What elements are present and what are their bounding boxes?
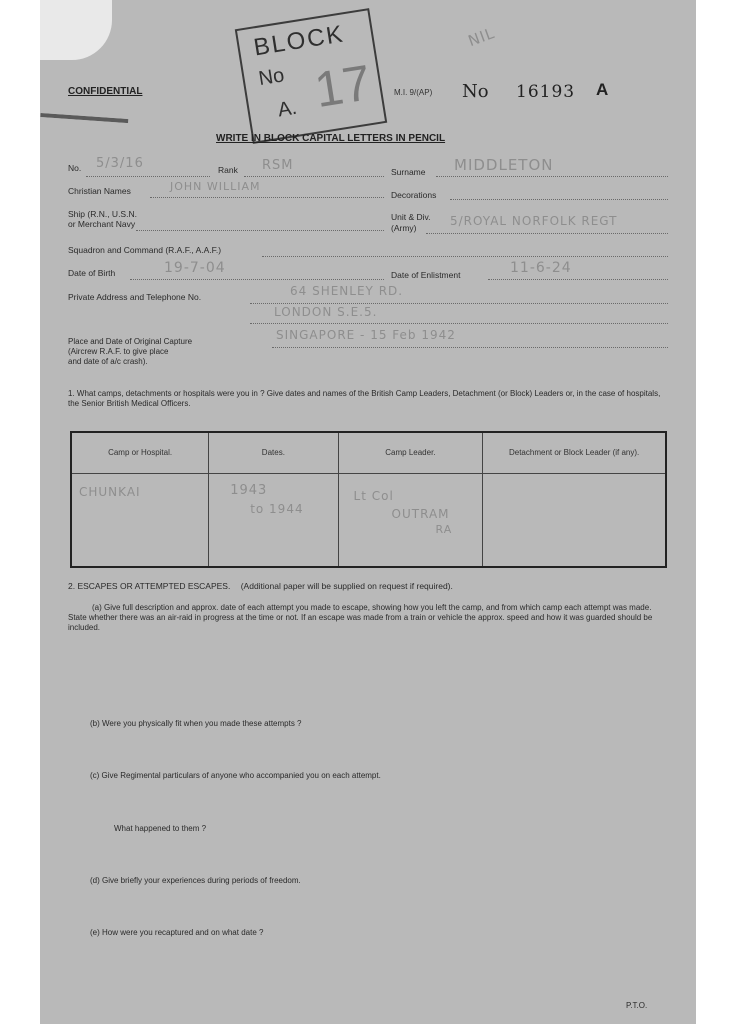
capture-label-line3: and date of a/c crash).	[68, 357, 148, 366]
christian-names-value: JOHN WILLIAM	[170, 180, 261, 193]
dob-label: Date of Birth	[68, 268, 116, 278]
confidential-label: CONFIDENTIAL	[68, 86, 143, 97]
no-label: No.	[68, 163, 82, 173]
enlistment-value: 11-6-24	[510, 260, 572, 276]
stamp-line1: BLOCK	[251, 20, 347, 62]
dates-value-2: to 1944	[250, 502, 304, 516]
address-line2: LONDON S.E.5.	[274, 305, 378, 319]
column-detachment-leader: Detachment or Block Leader (if any).	[483, 432, 666, 474]
question-2-heading	[68, 581, 453, 591]
unit-label: Unit & Div.	[391, 212, 431, 222]
form-suffix: A	[596, 80, 609, 99]
question-1-text: 1. What camps, detachments or hospitals were you in ? Give dates and names of the British Camp Leaders, Detachment (or Block) Leaders or, in the case of hospitals, the Senior British Medical Officers.	[68, 389, 661, 408]
stamp-line2: No	[257, 64, 286, 91]
cell-dates	[209, 474, 338, 568]
question-2c: (c) Give Regimental particulars of anyone who accompanied you on each attempt.	[90, 771, 381, 780]
binding-string	[40, 113, 128, 133]
rank-label: Rank	[218, 165, 238, 175]
no-value: 5/3/16	[96, 156, 144, 171]
form-number: 16193	[516, 82, 576, 102]
unit-label-line2: (Army)	[391, 223, 417, 233]
column-camp-leader: Camp Leader.	[338, 432, 483, 474]
leader-value-3: RA	[435, 523, 453, 536]
camp-value: CHUNKAI	[79, 485, 141, 499]
address-line1: 64 SHENLEY RD.	[290, 284, 404, 298]
surname-value: MIDDLETON	[454, 156, 554, 174]
capture-value: SINGAPORE - 15 Feb 1942	[276, 328, 456, 342]
stamp-line3: A.	[276, 96, 299, 122]
number-label: No	[462, 81, 489, 102]
cell-camp	[71, 474, 209, 568]
decorations-label: Decorations	[391, 190, 437, 200]
dates-value-1: 1943	[230, 483, 268, 498]
question-2d: (d) Give briefly your experiences during periods of freedom.	[90, 876, 301, 885]
surname-label: Surname	[391, 167, 426, 177]
form-reference: M.I. 9/(AP)	[394, 88, 433, 97]
christian-names-label: Christian Names	[68, 186, 131, 196]
column-dates: Dates.	[209, 432, 338, 474]
cell-detachment-leader	[483, 474, 666, 568]
unit-value: 5/ROYAL NORFOLK REGT	[450, 214, 618, 228]
instruction-heading: WRITE IN BLOCK CAPITAL LETTERS IN PENCIL	[216, 133, 446, 144]
capture-label-line2: (Aircrew R.A.F. to give place	[68, 347, 169, 356]
pto-label: P.T.O.	[626, 1001, 648, 1010]
enlistment-label: Date of Enlistment	[391, 270, 461, 280]
question-2e: (e) How were you recaptured and on what date ?	[90, 928, 264, 937]
camps-table	[70, 431, 667, 568]
ship-label-line2: or Merchant Navy	[68, 219, 136, 229]
capture-label: Place and Date of Original Capture	[68, 337, 193, 346]
nil-note: NIL	[465, 23, 498, 51]
question-2c-followup: What happened to them ?	[114, 824, 207, 833]
form-sheet	[40, 0, 696, 1024]
question-2-title: 2. ESCAPES OR ATTEMPTED ESCAPES.	[68, 581, 231, 591]
cell-camp-leader	[338, 474, 483, 568]
block-stamp	[235, 8, 387, 144]
ship-label: Ship (R.N., U.S.N.	[68, 209, 137, 219]
punch-hole	[40, 0, 112, 60]
address-label: Private Address and Telephone No.	[68, 292, 202, 302]
question-2a: (a) Give full description and approx. date of each attempt you made to escape, showing how you left the camp, and from which camp each attempt was made. State whether there was an air-raid in progress at the time or not. If an escape was made from a train or vehicle the approx. speed and how it was guarded should be included.	[68, 603, 653, 632]
squadron-label: Squadron and Command (R.A.F., A.A.F.)	[68, 245, 222, 255]
question-2-note: (Additional paper will be supplied on request if required).	[240, 581, 453, 591]
table-row	[71, 474, 666, 568]
stamp-number: 17	[310, 54, 375, 119]
question-2b: (b) Were you physically fit when you made these attempts ?	[90, 719, 302, 728]
column-camp: Camp or Hospital.	[71, 432, 209, 474]
rank-value: RSM	[262, 158, 294, 173]
dob-value: 19-7-04	[164, 260, 226, 276]
leader-value-1: Lt Col	[353, 489, 394, 503]
leader-value-2: OUTRAM	[391, 507, 450, 521]
